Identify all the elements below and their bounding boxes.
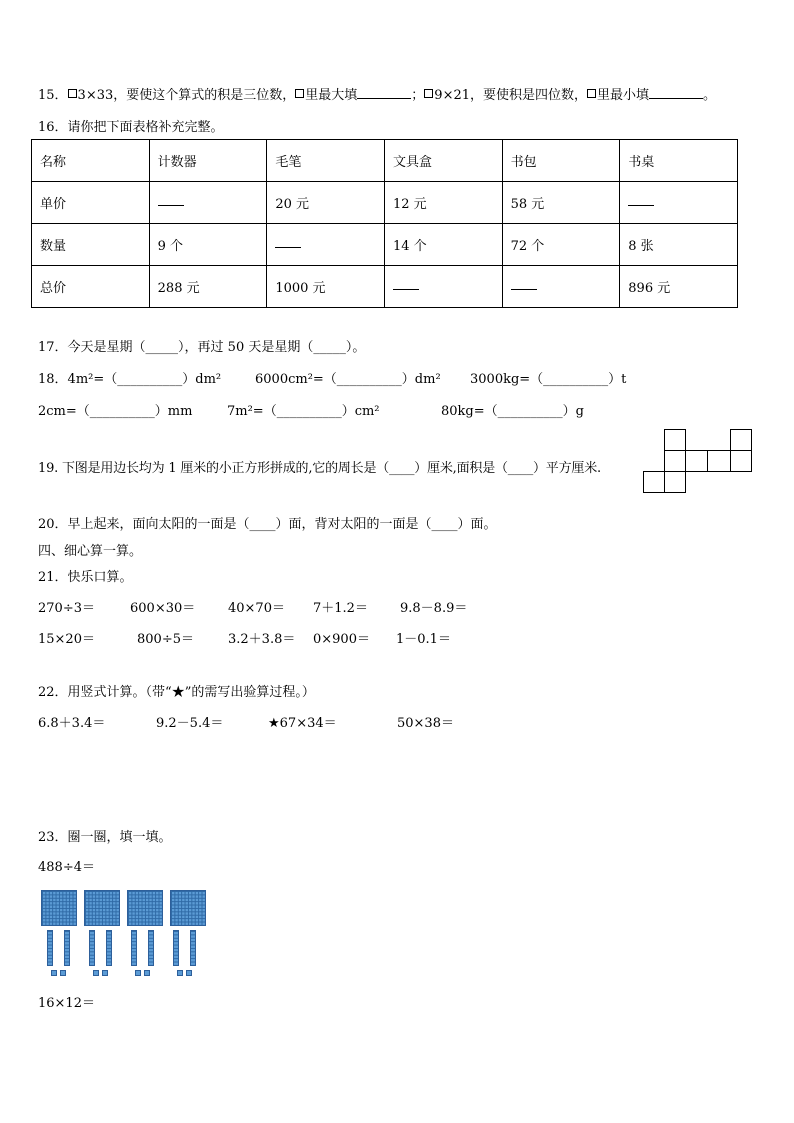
table-cell: 9 个 (149, 224, 267, 266)
oral-calc: 0×900＝ (313, 632, 370, 647)
table-cell: 20 元 (267, 182, 385, 224)
q18-item: 6000cm²=（__________）dm² (255, 372, 441, 387)
q18-item: 2cm=（__________）mm (38, 404, 193, 419)
division-expression: 488÷4＝ (38, 860, 95, 875)
table-cell: 896 元 (620, 266, 738, 308)
table-header-cell: 文具盒 (384, 140, 502, 182)
table-cell: 1000 元 (267, 266, 385, 308)
q15-end: 。 (703, 88, 717, 103)
ten-rod-icon (173, 930, 179, 966)
section-heading: 四、细心算一算。 (38, 544, 143, 559)
vertical-calc: 50×38＝ (397, 716, 454, 731)
table-cell: 总价 (32, 266, 150, 308)
table-cell[interactable] (267, 224, 385, 266)
question-number: 15． (38, 88, 68, 103)
q15-text-2: 里最大填 (305, 88, 358, 103)
question-15 (38, 84, 716, 103)
table-cell[interactable] (502, 266, 620, 308)
vertical-calc: 6.8＋3.4＝ (38, 716, 106, 731)
table-cell: 72 个 (502, 224, 620, 266)
box-placeholder-icon (587, 89, 596, 98)
table-cell: 单价 (32, 182, 150, 224)
question-23-title: 23．圈一圈，填一填。 (38, 830, 172, 845)
table-header-cell: 书包 (502, 140, 620, 182)
unit-cube-icon (177, 970, 183, 976)
unit-cube-icon (144, 970, 150, 976)
hundred-block-icon (127, 890, 163, 926)
q18-item: 18．4m²=（__________）dm² (38, 372, 222, 387)
table-row (32, 266, 738, 308)
unit-cube-icon (51, 970, 57, 976)
base-ten-blocks (38, 890, 228, 980)
table-cell: 288 元 (149, 266, 267, 308)
answer-blank[interactable] (158, 195, 184, 206)
ten-rod-icon (64, 930, 70, 966)
oral-calc: 600×30＝ (130, 601, 196, 616)
table-cell: 8 张 (620, 224, 738, 266)
question-20: 20．早上起来，面向太阳的一面是（____）面，背对太阳的一面是（____）面。 (38, 517, 497, 532)
answer-blank[interactable] (628, 195, 654, 206)
q15-text-1: 3×33，要使这个算式的积是三位数， (77, 88, 296, 103)
table-header-cell: 毛笔 (267, 140, 385, 182)
table-header-cell: 计数器 (149, 140, 267, 182)
table-cell[interactable] (620, 182, 738, 224)
answer-blank[interactable] (511, 279, 537, 290)
unit-cube-icon (60, 970, 66, 976)
unit-cube-icon (102, 970, 108, 976)
ten-rod-icon (89, 930, 95, 966)
table-cell: 14 个 (384, 224, 502, 266)
q18-item: 7m²=（__________）cm² (227, 404, 380, 419)
hundred-block-icon (84, 890, 120, 926)
vertical-calc: ★67×34＝ (268, 716, 337, 731)
table-header-cell: 名称 (32, 140, 150, 182)
q18-item: 3000kg=（__________）t (470, 372, 627, 387)
table-cell: 58 元 (502, 182, 620, 224)
q15-text-4: 里最小填 (597, 88, 650, 103)
question-22-title: 22．用竖式计算。（带“★”的需写出验算过程。） (38, 685, 315, 700)
box-placeholder-icon (424, 89, 433, 98)
table-row (32, 224, 738, 266)
square-figure (642, 428, 754, 495)
box-placeholder-icon (295, 89, 304, 98)
table-cell[interactable] (149, 182, 267, 224)
vertical-calc: 9.2－5.4＝ (156, 716, 224, 731)
answer-blank[interactable] (357, 86, 411, 99)
table-row (32, 140, 738, 182)
oral-calc: 3.2＋3.8＝ (228, 632, 296, 647)
table-row (32, 182, 738, 224)
price-table (31, 139, 738, 308)
oral-calc: 15×20＝ (38, 632, 95, 647)
answer-blank[interactable] (393, 279, 419, 290)
ten-rod-icon (106, 930, 112, 966)
ten-rod-icon (47, 930, 53, 966)
table-cell[interactable] (384, 266, 502, 308)
unit-cube-icon (135, 970, 141, 976)
q18-item: 80kg=（__________）g (441, 404, 584, 419)
question-21-title: 21．快乐口算。 (38, 570, 133, 585)
oral-calc: 9.8－8.9＝ (400, 601, 468, 616)
question-17: 17．今天是星期（_____），再过 50 天是星期（_____）。 (38, 340, 366, 355)
question-19: 19. 下图是用边长均为 1 厘米的小正方形拼成的,它的周长是（____）厘米,面积是（____）平方厘米. (38, 461, 601, 476)
answer-blank[interactable] (649, 86, 703, 99)
oral-calc: 1－0.1＝ (396, 632, 451, 647)
oral-calc: 800÷5＝ (137, 632, 194, 647)
box-placeholder-icon (68, 89, 77, 98)
oral-calc: 7＋1.2＝ (313, 601, 368, 616)
oral-calc: 270÷3＝ (38, 601, 95, 616)
unit-cube-icon (186, 970, 192, 976)
q15-text-3: 9×21，要使积是四位数， (434, 88, 588, 103)
ten-rod-icon (131, 930, 137, 966)
hundred-block-icon (41, 890, 77, 926)
unit-cube-icon (93, 970, 99, 976)
table-header-cell: 书桌 (620, 140, 738, 182)
answer-blank[interactable] (275, 237, 301, 248)
ten-rod-icon (190, 930, 196, 966)
q15-separator: ； (411, 88, 425, 103)
question-16-title: 16．请你把下面表格补充完整。 (38, 120, 224, 135)
oral-calc: 40×70＝ (228, 601, 285, 616)
table-cell: 12 元 (384, 182, 502, 224)
ten-rod-icon (148, 930, 154, 966)
hundred-block-icon (170, 890, 206, 926)
table-cell: 数量 (32, 224, 150, 266)
multiplication-expression: 16×12＝ (38, 996, 95, 1011)
